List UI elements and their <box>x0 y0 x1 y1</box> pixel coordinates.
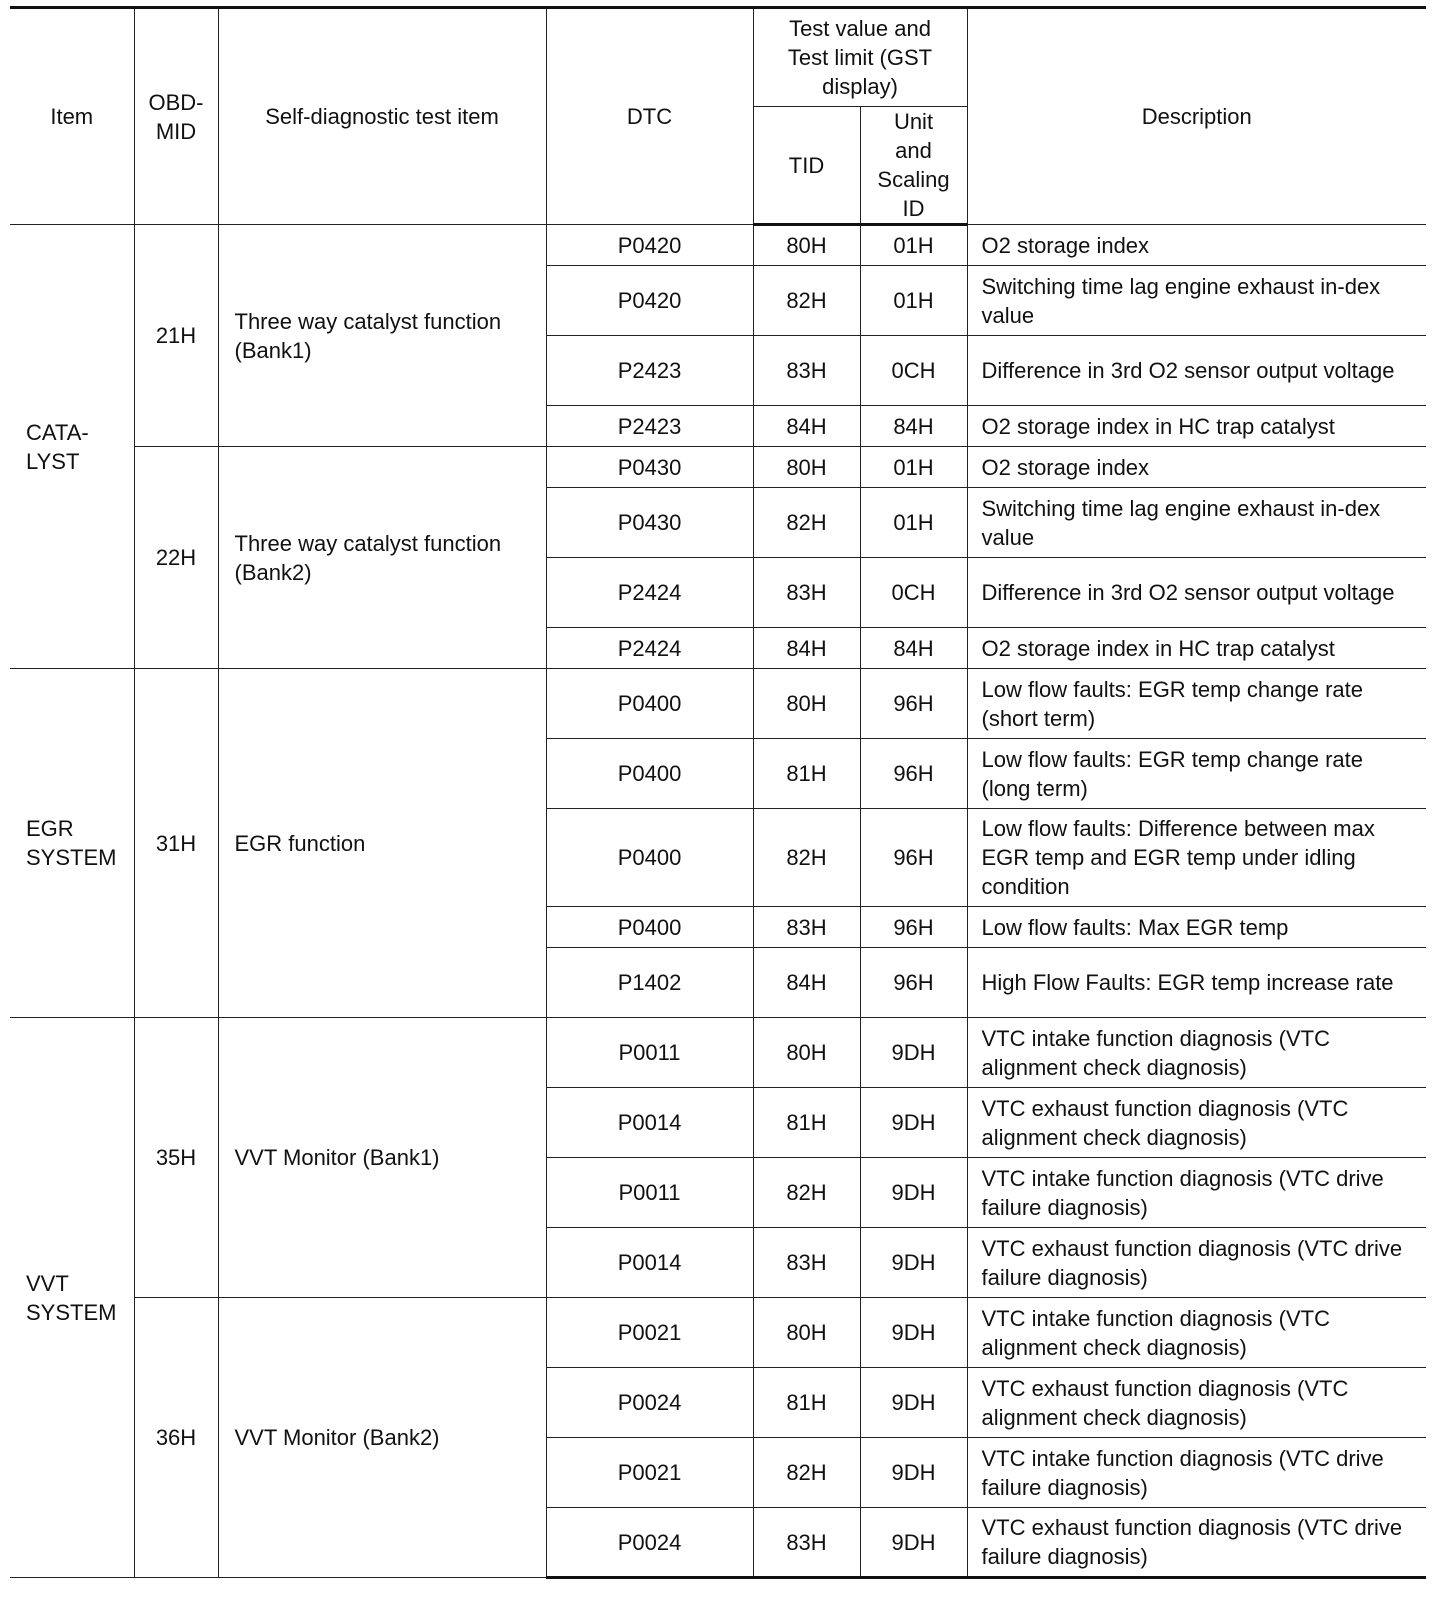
obd-mid-cell: 36H <box>134 1298 218 1578</box>
unit-scaling-cell: 96H <box>860 739 967 809</box>
header-test-item: Self-diagnostic test item <box>218 8 546 225</box>
tid-cell: 81H <box>753 739 860 809</box>
obd-mid-cell: 21H <box>134 225 218 447</box>
dtc-cell: P0011 <box>546 1018 753 1088</box>
unit-scaling-cell: 84H <box>860 406 967 447</box>
description-cell: Low flow faults: Difference between max EGR temp and EGR temp under idling condition <box>967 809 1426 907</box>
tid-cell: 80H <box>753 1298 860 1368</box>
tid-cell: 80H <box>753 447 860 488</box>
test-item-cell: Three way catalyst function (Bank2) <box>218 447 546 669</box>
dtc-cell: P0011 <box>546 1158 753 1228</box>
description-cell: O2 storage index in HC trap catalyst <box>967 628 1426 669</box>
dtc-cell: P0024 <box>546 1368 753 1438</box>
unit-scaling-cell: 01H <box>860 266 967 336</box>
description-cell: O2 storage index <box>967 225 1426 266</box>
unit-scaling-cell: 96H <box>860 907 967 948</box>
obd-mid-cell: 35H <box>134 1018 218 1298</box>
tid-cell: 82H <box>753 488 860 558</box>
dtc-cell: P0420 <box>546 225 753 266</box>
catalyst-group <box>10 225 1426 669</box>
unit-scaling-cell: 9DH <box>860 1508 967 1578</box>
tid-cell: 82H <box>753 1158 860 1228</box>
test-item-cell: VVT Monitor (Bank1) <box>218 1018 546 1298</box>
dtc-cell: P0021 <box>546 1298 753 1368</box>
dtc-cell: P0400 <box>546 907 753 948</box>
dtc-cell: P1402 <box>546 948 753 1018</box>
description-cell: Difference in 3rd O2 sensor output voltage <box>967 336 1426 406</box>
dtc-cell: P0420 <box>546 266 753 336</box>
header-test-value: Test value and Test limit (GST display) <box>753 8 967 107</box>
tid-cell: 82H <box>753 809 860 907</box>
test-item-cell: EGR function <box>218 669 546 1018</box>
dtc-cell: P0014 <box>546 1088 753 1158</box>
obd-mid-cell: 31H <box>134 669 218 1018</box>
unit-scaling-cell: 9DH <box>860 1228 967 1298</box>
description-cell: VTC exhaust function diagnosis (VTC alignment check diagnosis) <box>967 1088 1426 1158</box>
table-header <box>10 8 1426 225</box>
dtc-cell: P0014 <box>546 1228 753 1298</box>
unit-scaling-cell: 9DH <box>860 1158 967 1228</box>
description-cell: Low flow faults: EGR temp change rate (long term) <box>967 739 1426 809</box>
dtc-cell: P2424 <box>546 558 753 628</box>
unit-scaling-cell: 9DH <box>860 1088 967 1158</box>
dtc-cell: P0021 <box>546 1438 753 1508</box>
unit-scaling-cell: 9DH <box>860 1018 967 1088</box>
unit-scaling-cell: 84H <box>860 628 967 669</box>
tid-cell: 81H <box>753 1088 860 1158</box>
tid-cell: 83H <box>753 336 860 406</box>
header-tid: TID <box>753 107 860 225</box>
header-item: Item <box>10 8 134 225</box>
unit-scaling-cell: 01H <box>860 225 967 266</box>
item-cell: CATA-LYST <box>10 225 134 669</box>
description-cell: Low flow faults: Max EGR temp <box>967 907 1426 948</box>
header-dtc: DTC <box>546 8 753 225</box>
obd-test-table <box>10 6 1426 1579</box>
dtc-cell: P0400 <box>546 739 753 809</box>
tid-cell: 81H <box>753 1368 860 1438</box>
dtc-cell: P0430 <box>546 488 753 558</box>
description-cell: VTC intake function diagnosis (VTC alignment check diagnosis) <box>967 1018 1426 1088</box>
dtc-cell: P2424 <box>546 628 753 669</box>
dtc-cell: P0400 <box>546 669 753 739</box>
tid-cell: 82H <box>753 1438 860 1508</box>
description-cell: VTC intake function diagnosis (VTC alignment check diagnosis) <box>967 1298 1426 1368</box>
vvt-system-group <box>10 1018 1426 1578</box>
test-item-cell: Three way catalyst function (Bank1) <box>218 225 546 447</box>
unit-scaling-cell: 9DH <box>860 1438 967 1508</box>
obd-mid-cell: 22H <box>134 447 218 669</box>
tid-cell: 84H <box>753 406 860 447</box>
header-description: Description <box>967 8 1426 225</box>
table-row <box>10 225 1426 266</box>
dtc-cell: P2423 <box>546 336 753 406</box>
table-row <box>10 1018 1426 1088</box>
description-cell: O2 storage index <box>967 447 1426 488</box>
description-cell: Switching time lag engine exhaust in-dex value <box>967 266 1426 336</box>
unit-scaling-cell: 0CH <box>860 336 967 406</box>
description-cell: Difference in 3rd O2 sensor output voltage <box>967 558 1426 628</box>
tid-cell: 80H <box>753 1018 860 1088</box>
table-row <box>10 1298 1426 1368</box>
tid-cell: 80H <box>753 669 860 739</box>
dtc-cell: P0400 <box>546 809 753 907</box>
item-cell: EGR SYSTEM <box>10 669 134 1018</box>
table-row <box>10 447 1426 488</box>
tid-cell: 82H <box>753 266 860 336</box>
header-unit-scaling: Unit and Scaling ID <box>860 107 967 225</box>
unit-scaling-cell: 01H <box>860 488 967 558</box>
unit-scaling-cell: 96H <box>860 669 967 739</box>
tid-cell: 83H <box>753 1228 860 1298</box>
description-cell: Switching time lag engine exhaust in-dex value <box>967 488 1426 558</box>
tid-cell: 83H <box>753 558 860 628</box>
unit-scaling-cell: 0CH <box>860 558 967 628</box>
unit-scaling-cell: 01H <box>860 447 967 488</box>
tid-cell: 84H <box>753 628 860 669</box>
unit-scaling-cell: 9DH <box>860 1368 967 1438</box>
tid-cell: 83H <box>753 1508 860 1578</box>
description-cell: VTC exhaust function diagnosis (VTC drive failure diagnosis) <box>967 1228 1426 1298</box>
unit-scaling-cell: 96H <box>860 948 967 1018</box>
tid-cell: 84H <box>753 948 860 1018</box>
description-cell: High Flow Faults: EGR temp increase rate <box>967 948 1426 1018</box>
dtc-cell: P0024 <box>546 1508 753 1578</box>
description-cell: VTC intake function diagnosis (VTC drive failure diagnosis) <box>967 1438 1426 1508</box>
description-cell: VTC intake function diagnosis (VTC drive failure diagnosis) <box>967 1158 1426 1228</box>
description-cell: O2 storage index in HC trap catalyst <box>967 406 1426 447</box>
description-cell: Low flow faults: EGR temp change rate (short term) <box>967 669 1426 739</box>
tid-cell: 83H <box>753 907 860 948</box>
tid-cell: 80H <box>753 225 860 266</box>
header-obd-mid: OBD-MID <box>134 8 218 225</box>
egr-system-group <box>10 669 1426 1018</box>
description-cell: VTC exhaust function diagnosis (VTC drive failure diagnosis) <box>967 1508 1426 1578</box>
description-cell: VTC exhaust function diagnosis (VTC alignment check diagnosis) <box>967 1368 1426 1438</box>
dtc-cell: P2423 <box>546 406 753 447</box>
dtc-cell: P0430 <box>546 447 753 488</box>
table-row <box>10 669 1426 739</box>
unit-scaling-cell: 9DH <box>860 1298 967 1368</box>
item-cell: VVT SYSTEM <box>10 1018 134 1578</box>
test-item-cell: VVT Monitor (Bank2) <box>218 1298 546 1578</box>
unit-scaling-cell: 96H <box>860 809 967 907</box>
